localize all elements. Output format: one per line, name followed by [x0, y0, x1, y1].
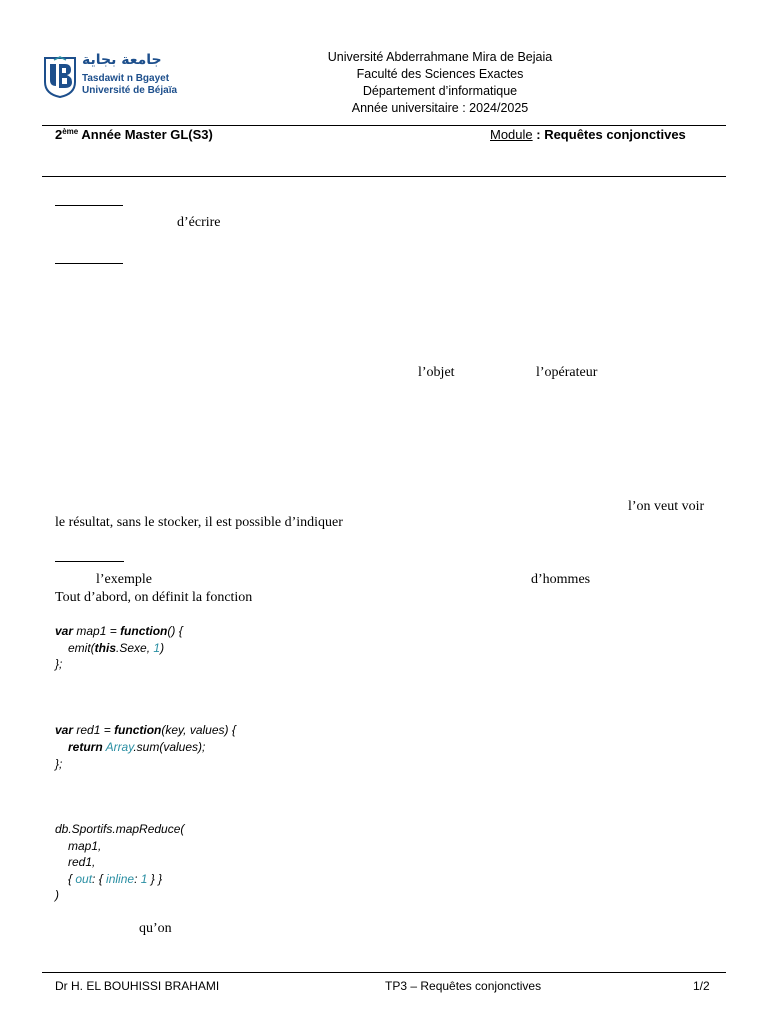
logo-line2: Université de Béjaïa — [82, 85, 178, 96]
text-fragment: l’on veut voir — [628, 499, 705, 514]
footer-rule — [42, 972, 726, 973]
header-rule — [42, 125, 726, 126]
code-line-reduce-arg: red1, — [68, 855, 96, 869]
code-line-options: { out: { inline: 1 } } — [68, 872, 163, 886]
text-fragment: l’exemple — [96, 572, 152, 587]
text-fragment: l’objet — [418, 365, 455, 380]
text-fragment: d’hommes — [531, 572, 591, 587]
logo-line1: Tasdawit n Bgayet — [82, 73, 170, 84]
footer-author: Dr H. EL BOUHISSI BRAHAMI — [55, 979, 220, 993]
text-fragment: le résultat, sans le stocker, il est possible d’indiquer — [55, 515, 343, 530]
code-line-call-close: ) — [55, 888, 59, 902]
code-line-emit: emit(this.Sexe, 1) — [68, 641, 165, 655]
code-line-mapreduce: db.Sportifs.mapReduce( — [55, 822, 185, 836]
code-line-map-declaration: var map1 = function() { — [55, 624, 183, 638]
module-label: Module : Requêtes conjonctives — [490, 127, 686, 142]
section-underline-2 — [55, 263, 123, 264]
section-underline-1 — [55, 205, 123, 206]
title-rule — [42, 176, 726, 177]
academic-year: Année universitaire : 2024/2025 — [351, 101, 529, 115]
text-fragment: qu’on — [139, 921, 172, 936]
logo-arabic-text: جامعة بجاية — [82, 52, 162, 68]
code-line-map-close: }; — [55, 657, 63, 671]
text-fragment: Tout d’abord, on définit la fonction — [55, 590, 253, 605]
code-line-return: return Array.sum(values); — [68, 740, 206, 754]
footer-title: TP3 – Requêtes conjonctives — [385, 979, 542, 993]
section-underline-3 — [55, 561, 124, 562]
faculty-name: Faculté des Sciences Exactes — [356, 67, 524, 81]
department-name: Département d’informatique — [362, 84, 518, 98]
university-name: Université Abderrahmane Mira de Bejaia — [327, 50, 553, 64]
code-line-reduce-close: }; — [55, 757, 63, 771]
text-fragment: d’écrire — [177, 215, 221, 230]
footer-page-number: 1/2 — [693, 979, 710, 993]
code-line-map-arg: map1, — [68, 839, 102, 853]
code-line-reduce-declaration: var red1 = function(key, values) { — [55, 723, 236, 737]
text-fragment: l’opérateur — [536, 365, 598, 380]
level-label: 2ème Année Master GL(S3) — [55, 127, 213, 142]
